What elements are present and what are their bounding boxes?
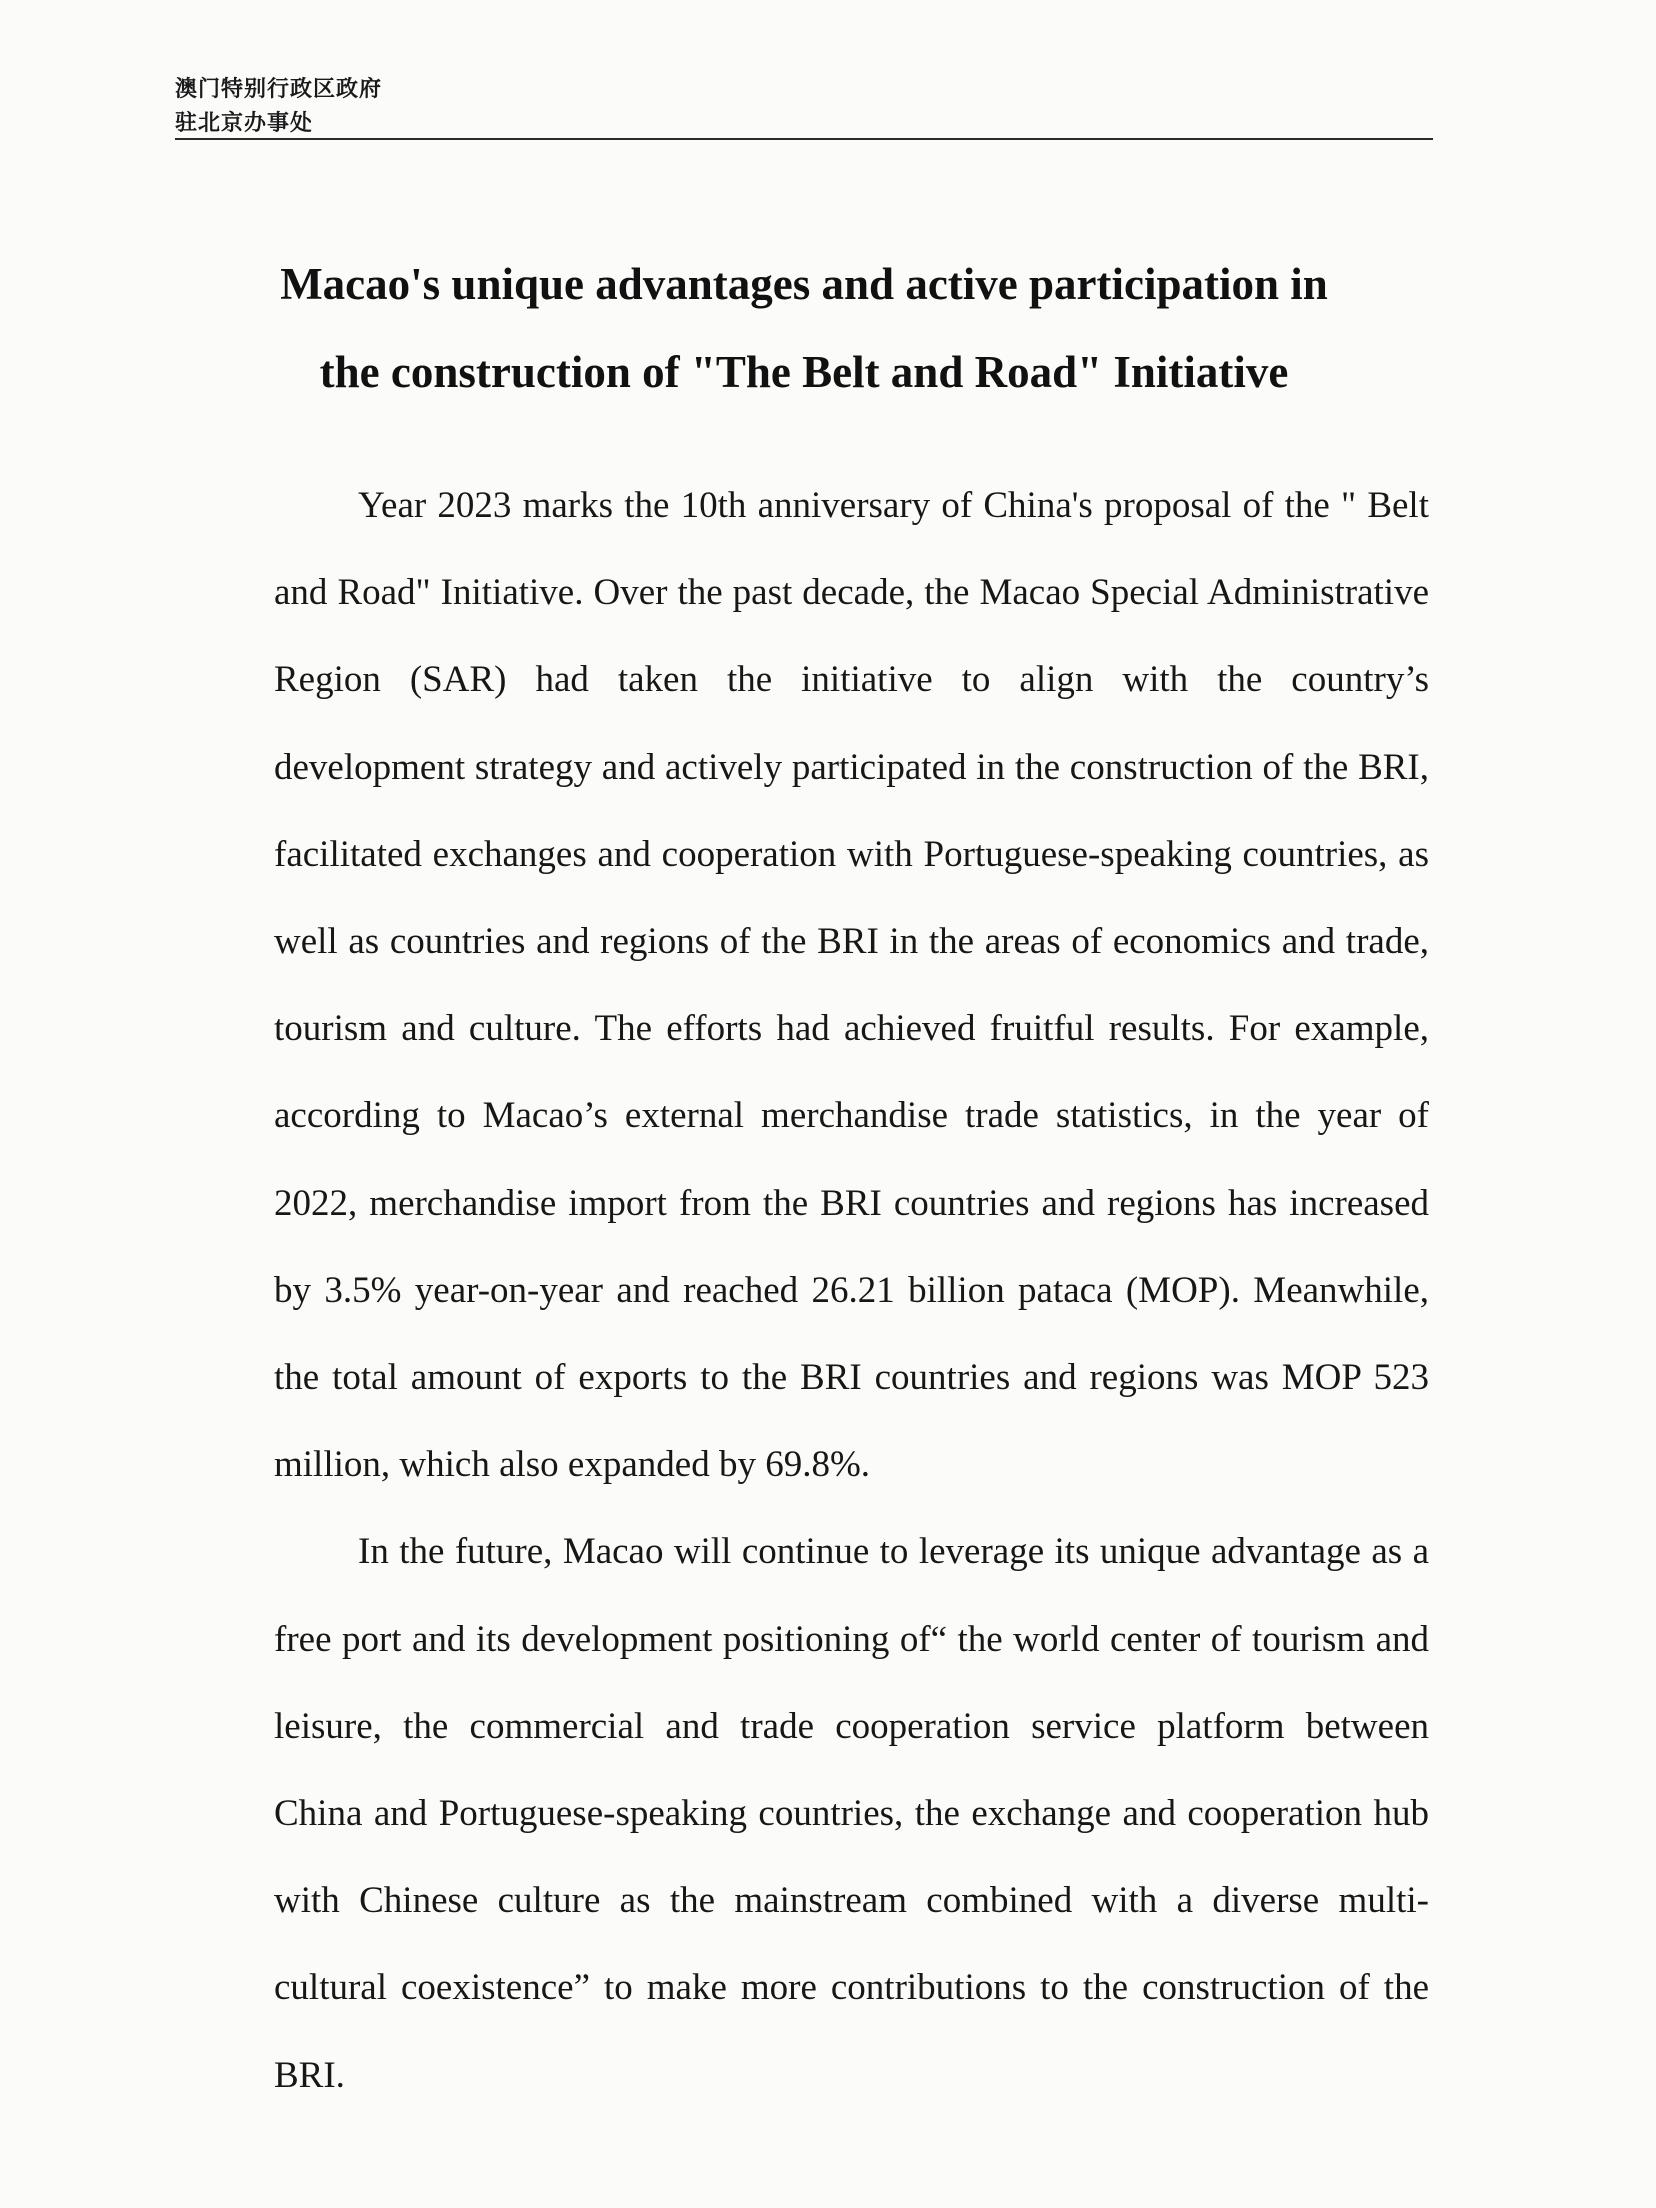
letterhead-line-2: 驻北京办事处 bbox=[175, 110, 314, 136]
paragraph-1: Year 2023 marks the 10th anniversary of China's proposal of the " Belt and Road" Initiative. Over the past decade, the Macao Special Administrative Region (SAR) had taken the initiative to align with the country’s development strategy and actively participated in the construction of the BRI, facilitated exchanges and cooperation with Portuguese-speaking countries, as well as countries and regions of the BRI in the areas of economics and trade, tourism and culture. The efforts had achieved fruitful results. For example, according to Macao’s external merchandise trade statistics, in the year of 2022, merchandise import from the BRI countries and regions has increased by 3.5% year-on-year and reached 26.21 billion pataca (MOP). Meanwhile, the total amount of exports to the BRI countries and regions was MOP 523 million, which also expanded by 69.8%. bbox=[274, 485, 1429, 1486]
paragraph-2: In the future, Macao will continue to leverage its unique advantage as a free port and its development positioning of“ the world center of tourism and leisure, the commercial and trade cooperation service platform between China and Portuguese-speaking countries, the exchange and cooperation hub with Chinese culture as the mainstream combined with a diverse multi-cultural coexistence” to make more contributions to the construction of the BRI. bbox=[274, 1531, 1429, 2096]
letterhead bbox=[175, 72, 382, 140]
letterhead-line-1: 澳门特别行政区政府 bbox=[175, 76, 383, 102]
document-title bbox=[175, 240, 1433, 416]
header-divider bbox=[175, 138, 1433, 140]
document-body bbox=[274, 462, 1429, 2119]
title-line-1: Macao's unique advantages and active participation in bbox=[280, 259, 1328, 309]
title-line-2: the construction of "The Belt and Road" Initiative bbox=[319, 347, 1289, 397]
